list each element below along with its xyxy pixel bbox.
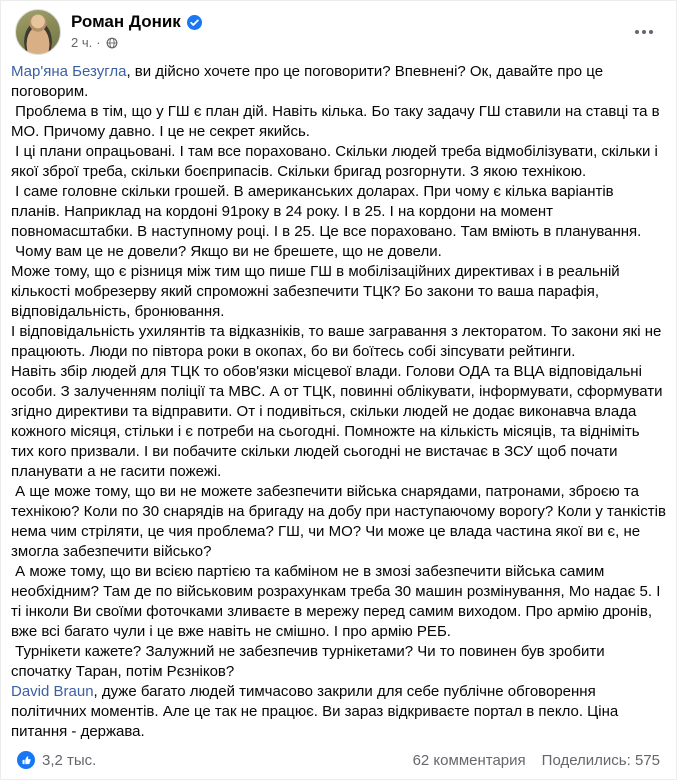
post-text: А ще може тому, що ви не можете забезпечити війська снарядами, патронами, зброєю та технікою? Коли по 30 снарядів на бригаду на добу при наступаючому ворогу? Коли у танкістів нема чим стріляти, це чия проблема? ГШ, чи МО? Чи може це влада частина якої ви є, не змогла забезпечити військо? (11, 483, 671, 560)
post-text: Навіть збір людей для ТЦК то обов'язки місцевої влади. Голови ОДА та ВЦА відповідальні особи. З залученням поліції та МВС. А от ТЦК, повинні облікувати, інформувати, сформувати згідно директиви та відправити. От і подивіться, скільки людей не додає виконавча влада кожного місяця, стільки і є потреби на сьогодні. Помножте на кількість місяців, та відніміть тих кого призвали. І ви побачите скільки людей сьогодні не вистачає в ЗСУ щоб почати планувати а не гасити пожежі. (11, 363, 667, 480)
post-header (1, 1, 676, 57)
post-paragraph (11, 182, 666, 242)
post-body (1, 57, 676, 747)
post-paragraph (11, 322, 666, 362)
more-dot (649, 30, 653, 34)
post-paragraph (11, 682, 666, 742)
avatar[interactable] (15, 9, 61, 55)
post-text: Проблема в тім, що у ГШ є план дій. Навіть кілька. Бо таку задачу ГШ ставили на ставці та в МО. Причому давно. І це не секрет якийсь. (11, 103, 664, 140)
post-paragraph (11, 142, 666, 182)
shares-count[interactable]: Поделились: 575 (541, 751, 660, 769)
post-footer (1, 747, 676, 779)
reactions-count[interactable]: 3,2 тыс. (42, 751, 97, 769)
post-paragraph (11, 482, 671, 562)
post-paragraph (11, 262, 666, 322)
meta-separator: · (96, 35, 101, 50)
more-options-button[interactable] (628, 21, 660, 43)
post-paragraph (11, 62, 666, 102)
mention-link[interactable]: David Braun (11, 683, 94, 700)
post-paragraph (11, 102, 666, 142)
reactions-summary[interactable] (17, 751, 96, 769)
more-dot (635, 30, 639, 34)
post-text: І відповідальність ухилянтів та відказніків, то ваше загравання з лекторатом. То закони які не працюють. Люди по півтора роки в окопах, бо ви боїтесь собі зіпсувати рейтинги. (11, 323, 666, 360)
more-dot (642, 30, 646, 34)
post-text: , ви дійсно хочете про це поговорити? Впевнені? Ок, давайте про це поговорим. (11, 63, 608, 100)
globe-icon (106, 37, 118, 49)
post-meta-row (71, 35, 628, 51)
post-text: Турнікети кажете? Залужний не забезпечив турнікетами? Чи то повинен був зробити спочатку Таран, потім Рєзніков? (11, 643, 609, 680)
timestamp[interactable]: 2 ч. (71, 35, 93, 50)
post-text: А може тому, що ви всією партією та кабміном не в змозі забезпечити війська самим необхідним? Там де по військовим розрахункам треба 30 машин розмінування, Мо надає 5. І ті інколи Ви своїми фоточками зливаєте в мережу перед самим виходом. Про армію дронів, вже всі багато чули і це вже навіть не смішно. І про армію РЕБ. (11, 563, 665, 640)
mention-link[interactable]: Мар'яна Безугла (11, 63, 127, 80)
like-icon (17, 751, 35, 769)
post-paragraph (11, 362, 666, 482)
author-name[interactable]: Роман Доник (71, 12, 181, 31)
post-text: , дуже багато людей тимчасово закрили для себе публічне обговорення політичних моментів. Але це так не працює. Ви зараз відкриваєте портал в пекло. Ціна питання - держава. (11, 683, 623, 740)
post-text: І саме головне скільки грошей. В американських доларах. При чому є кілька варіантів планів. Наприклад на кордоні 91року в 24 року. І в 25. І на кордони на момент повномасштабки. В наступному році. І в 25. Це все пораховано. Там вміють в планування. (11, 183, 642, 240)
post-paragraph (11, 242, 666, 262)
post-paragraph (11, 562, 666, 642)
post-paragraph (11, 642, 666, 682)
post-text: І ці плани опрацьовані. І там все пораховано. Скільки людей треба відмобілізувати, скільки і якої зброї треба, скільки боєприпасів. Скільки бригад розгорнути. З якою технікою. (11, 143, 662, 180)
header-texts (71, 9, 628, 51)
post-text: Може тому, що є різниця між тим що пише ГШ в мобілізаційних директивах і в реальній кількості мобрезерву який спроможні забезпечити ТЦК? Бо закони то ваша парафія, відповідальність, бронювання. (11, 263, 624, 320)
comments-count[interactable]: 62 комментария (412, 751, 526, 769)
footer-counts (413, 752, 660, 769)
verified-badge-icon (187, 15, 202, 30)
author-name-row (71, 12, 628, 32)
post-text: Чому вам це не довели? Якщо ви не брешете, що не довели. (11, 243, 442, 260)
